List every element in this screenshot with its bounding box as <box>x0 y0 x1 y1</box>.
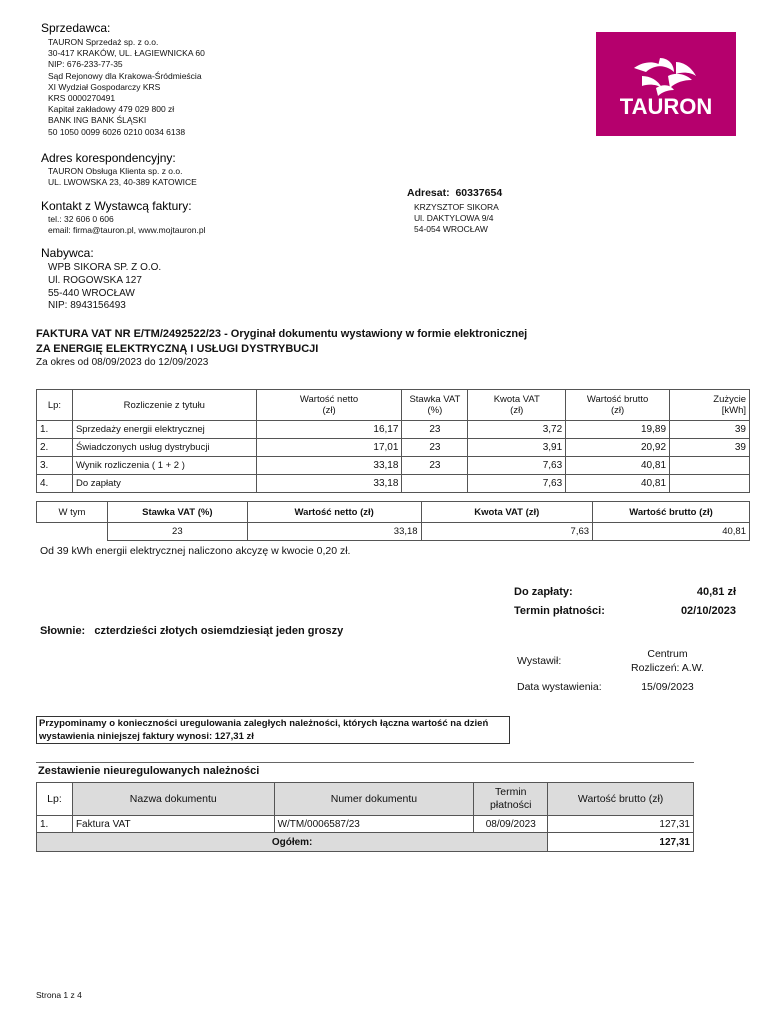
outstanding-total-value: 127,31 <box>548 833 694 852</box>
row-title: Wynik rozliczenia ( 1 + 2 ) <box>72 457 256 475</box>
row-vat-amount: 3,72 <box>468 421 566 439</box>
addressee-name: KRZYSZTOF SIKORA <box>414 202 499 212</box>
vat-row-net: 33,18 <box>247 523 421 541</box>
row-gross: 19,89 <box>566 421 670 439</box>
reminder-box <box>36 716 510 744</box>
outstanding-header-lp: Lp: <box>37 783 73 816</box>
row-usage <box>670 457 750 475</box>
outstanding-total-row <box>37 833 694 852</box>
row-gross: 40,81 <box>566 457 670 475</box>
row-lp: 2. <box>37 439 73 457</box>
seller-address: 30-417 KRAKÓW, UL. ŁAGIEWNICKA 60 <box>48 48 205 59</box>
row-usage <box>670 475 750 493</box>
row-vat-rate: 23 <box>402 421 468 439</box>
invoice-title <box>36 328 527 340</box>
outstanding-row-name: Faktura VAT <box>72 816 274 833</box>
row-usage: 39 <box>670 421 750 439</box>
addressee-number: 60337654 <box>455 187 503 199</box>
row-net: 16,17 <box>256 421 402 439</box>
excise-note: Od 39 kWh energii elektrycznej naliczono akcyzę w kwocie 0,20 zł. <box>40 545 351 557</box>
contact-details <box>48 214 205 236</box>
outstanding-title: Zestawienie nieuregulowanych należności <box>38 765 260 777</box>
row-net: 33,18 <box>256 457 402 475</box>
vat-header-row <box>37 502 750 523</box>
contact-heading: Kontakt z Wystawcą faktury: <box>41 199 192 213</box>
invoice-subtitle: ZA ENERGIĘ ELEKTRYCZNĄ I USŁUGI DYSTRYBUCJI <box>36 343 319 355</box>
tauron-logo-icon <box>596 32 736 136</box>
seller-court: Sąd Rejonowy dla Krakowa-Śródmieścia <box>48 70 202 81</box>
table-row <box>37 475 750 493</box>
issue-date-label: Data wystawienia: <box>517 681 602 693</box>
correspondence-name: TAURON Obsługa Klienta sp. z o.o. <box>48 166 183 176</box>
vat-header-wtym: W tym <box>37 502 108 523</box>
payment-term-value: 02/10/2023 <box>680 605 736 617</box>
header-vat-rate: Stawka VAT (%) <box>402 390 468 421</box>
issuer-value-line1: Centrum <box>647 648 688 660</box>
row-lp: 3. <box>37 457 73 475</box>
row-vat-rate: 23 <box>402 457 468 475</box>
row-lp: 4. <box>37 475 73 493</box>
vat-header-net: Wartość netto (zł) <box>247 502 421 523</box>
vat-row-rate: 23 <box>107 523 247 541</box>
reminder-line1: Przypominamy o konieczności uregulowania zaległych należności, których łączna wartość na dzień <box>39 718 489 729</box>
outstanding-header-gross: Wartość brutto (zł) <box>548 783 694 816</box>
outstanding-table <box>36 782 694 852</box>
seller-krs: KRS 0000270491 <box>48 93 116 104</box>
row-vat-rate <box>402 475 468 493</box>
vat-header-amount: Kwota VAT (zł) <box>421 502 592 523</box>
amount-due-value: 40,81 zł <box>696 586 736 598</box>
addressee-header <box>407 187 502 199</box>
invoice-number: FAKTURA VAT NR E/TM/2492522/23 <box>36 328 222 340</box>
header-lp: Lp: <box>37 390 73 421</box>
table-row <box>37 457 750 475</box>
addressee-label: Adresat: <box>407 187 450 199</box>
payment-term-label: Termin płatności: <box>514 605 605 617</box>
invoice-period: Za okres od 08/09/2023 do 12/09/2023 <box>36 357 209 368</box>
words-label: Słownie: <box>40 625 86 637</box>
words-value: czterdzieści złotych osiemdziesiąt jeden groszy <box>94 625 344 637</box>
table-row <box>37 421 750 439</box>
outstanding-header-name: Nazwa dokumentu <box>72 783 274 816</box>
buyer-city: 55-440 WROCŁAW <box>48 287 135 299</box>
amount-due-label: Do zapłaty: <box>514 586 573 598</box>
addressee-city: 54-054 WROCŁAW <box>414 224 488 235</box>
header-title: Rozliczenie z tytułu <box>72 390 256 421</box>
outstanding-total-label: Ogółem: <box>37 833 548 852</box>
page-number: Strona 1 z 4 <box>36 990 82 1000</box>
outstanding-header-number: Numer dokumentu <box>274 783 474 816</box>
header-net-value: Wartość netto (zł) <box>256 390 402 421</box>
outstanding-row-term: 08/09/2023 <box>474 816 548 833</box>
row-vat-amount: 3,91 <box>468 439 566 457</box>
issuer-value-line2: Rozliczeń: A.W. <box>631 662 704 674</box>
issuer-value <box>610 647 725 675</box>
row-title: Do zapłaty <box>72 475 256 493</box>
addressee-details <box>414 202 499 236</box>
buyer-nip: NIP: 8943156493 <box>48 300 126 312</box>
contact-email: email: firma@tauron.pl, www.mojtauron.pl <box>48 225 206 236</box>
buyer-heading: Nabywca: <box>41 246 94 260</box>
vat-row-gross: 40,81 <box>593 523 750 541</box>
row-vat-amount: 7,63 <box>468 457 566 475</box>
issuer-label: Wystawił: <box>517 655 562 667</box>
row-title: Świadczonych usług dystrybucji <box>72 439 256 457</box>
buyer-details <box>48 262 161 313</box>
tauron-logo <box>596 32 736 136</box>
seller-details <box>48 37 205 138</box>
row-net: 17,01 <box>256 439 402 457</box>
correspondence-heading: Adres korespondencyjny: <box>41 151 176 165</box>
amount-in-words <box>40 625 343 637</box>
reminder-line2: wystawienia niniejszej faktury wynosi: 127,31 zł <box>39 731 254 742</box>
logo-text: TAURON <box>619 94 713 119</box>
outstanding-row-gross: 127,31 <box>548 816 694 833</box>
table-row <box>37 816 694 833</box>
addressee-street: Ul. DAKTYLOWA 9/4 <box>414 213 494 224</box>
header-usage: Zużycie [kWh] <box>670 390 750 421</box>
correspondence-address: UL. LWOWSKA 23, 40-389 KATOWICE <box>48 177 197 188</box>
row-title: Sprzedaży energii elektrycznej <box>72 421 256 439</box>
outstanding-title-bar <box>36 762 694 781</box>
seller-account: 50 1050 0099 6026 0210 0034 6138 <box>48 126 186 137</box>
row-gross: 40,81 <box>566 475 670 493</box>
seller-bank: BANK ING BANK ŚLĄSKI <box>48 115 147 126</box>
outstanding-row-lp: 1. <box>37 816 73 833</box>
seller-capital: Kapitał zakładowy 479 029 800 zł <box>48 104 175 115</box>
row-usage: 39 <box>670 439 750 457</box>
table-row <box>37 523 750 541</box>
settlement-header-row <box>37 390 750 421</box>
header-vat-amount: Kwota VAT (zł) <box>468 390 566 421</box>
correspondence-details <box>48 166 197 188</box>
buyer-name: WPB SIKORA SP. Z O.O. <box>48 262 162 273</box>
seller-department: XI Wydział Gospodarczy KRS <box>48 81 161 92</box>
vat-row-amount: 7,63 <box>421 523 592 541</box>
seller-nip: NIP: 676-233-77-35 <box>48 59 123 70</box>
vat-header-gross: Wartość brutto (zł) <box>593 502 750 523</box>
seller-name: TAURON Sprzedaż sp. z o.o. <box>48 37 159 47</box>
row-vat-amount: 7,63 <box>468 475 566 493</box>
settlement-table <box>36 389 750 493</box>
table-row <box>37 439 750 457</box>
row-net: 33,18 <box>256 475 402 493</box>
vat-header-rate: Stawka VAT (%) <box>107 502 247 523</box>
outstanding-header-row <box>37 783 694 816</box>
row-lp: 1. <box>37 421 73 439</box>
issue-date-value: 15/09/2023 <box>641 681 694 693</box>
vat-breakdown-table <box>36 501 750 541</box>
buyer-street: Ul. ROGOWSKA 127 <box>48 274 142 286</box>
seller-heading: Sprzedawca: <box>41 21 111 35</box>
invoice-title-rest: - Oryginał dokumentu wystawiony w formie elektronicznej <box>221 328 528 340</box>
row-vat-rate: 23 <box>402 439 468 457</box>
vat-row-empty <box>37 523 108 541</box>
contact-phone: tel.: 32 606 0 606 <box>48 214 114 224</box>
outstanding-row-number: W/TM/0006587/23 <box>274 816 474 833</box>
header-gross-value: Wartość brutto (zł) <box>566 390 670 421</box>
row-gross: 20,92 <box>566 439 670 457</box>
outstanding-header-term: Termin płatności <box>474 783 548 816</box>
